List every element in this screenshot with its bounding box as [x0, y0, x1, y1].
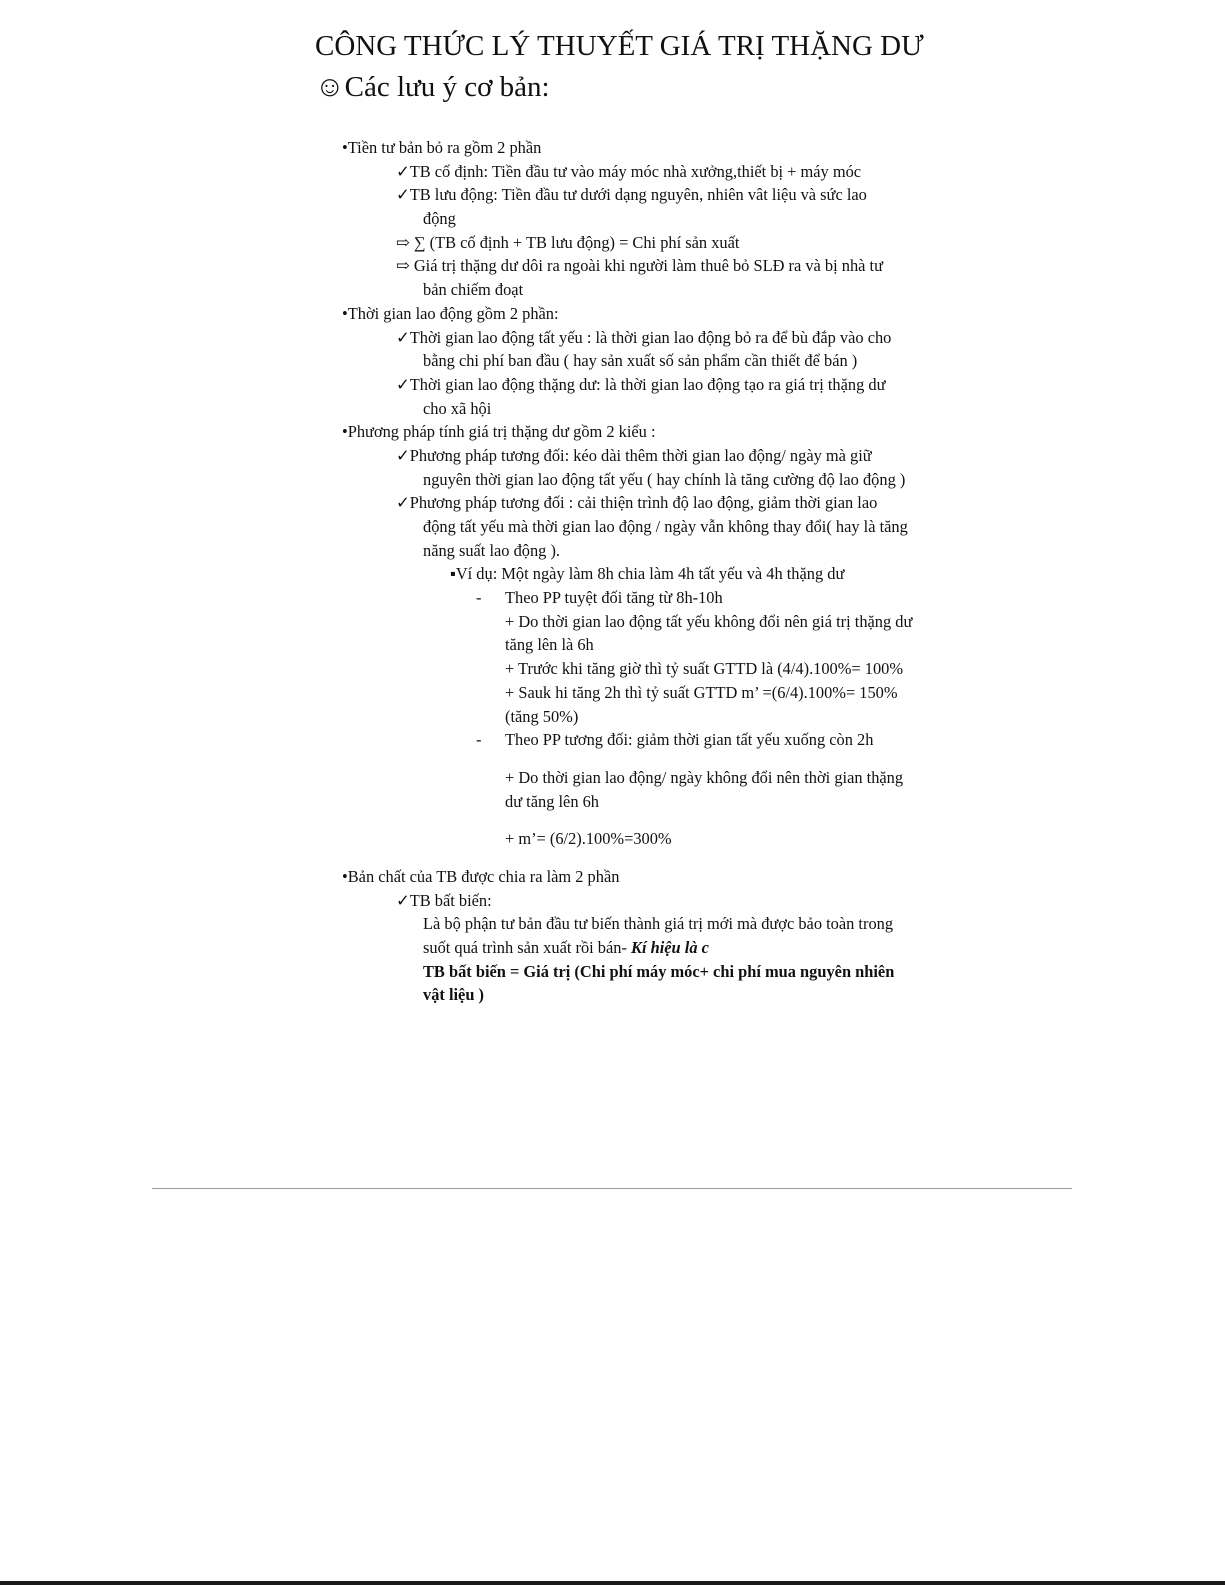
dash-icon: -	[476, 588, 482, 608]
example-line: dư tăng lên 6h	[505, 791, 600, 811]
check-item-continuation: bằng chi phí ban đầu ( hay sản xuất số sản phẩm cần thiết để bán )	[423, 351, 858, 371]
example-line: (tăng 50%)	[505, 706, 579, 726]
example-line: + Sauk hi tăng 2h thì tỷ suất GTTD m’ =(6/4).100%= 150%	[505, 682, 898, 702]
example-line: + Do thời gian lao động tất yếu không đổi nên giá trị thặng dư	[505, 611, 913, 631]
check-item: ✓Thời gian lao động thặng dư: là thời gian lao động tạo ra giá trị thặng dư	[0, 373, 1225, 397]
formula-line: TB bất biến = Giá trị (Chi phí máy móc+ chi phí mua nguyên nhiên	[423, 961, 895, 981]
example-case: - Theo PP tương đối: giảm thời gian tất yếu xuống còn 2h	[0, 728, 1225, 752]
smiley-icon: ☺	[315, 71, 345, 103]
check-item-continuation: động	[423, 209, 456, 229]
check-item: ✓TB lưu động: Tiền đầu tư dưới dạng nguyên, nhiên vât liệu và sức lao	[0, 183, 1225, 207]
section-heading: •Tiền tư bản bỏ ra gồm 2 phần	[0, 136, 1225, 160]
bullet-icon: •	[342, 422, 348, 442]
checkmark-icon: ✓	[396, 445, 410, 465]
bullet-icon: •	[342, 138, 348, 157]
section-heading: •Phương pháp tính giá trị thặng dư gồm 2 kiểu :	[0, 420, 1225, 444]
example-line: + Trước khi tăng giờ thì tỷ suất GTTD là (4/4).100%= 100%	[505, 659, 903, 679]
arrow-right-icon: ⇨	[396, 256, 410, 276]
check-item: ✓TB cố định: Tiền đầu tư vào máy móc nhà xưởng,thiết bị + máy móc	[0, 160, 1225, 184]
check-item-continuation: năng suất lao động ).	[423, 540, 561, 560]
checkmark-icon: ✓	[396, 327, 410, 347]
dash-icon: -	[476, 730, 482, 750]
example-case: - Theo PP tuyệt đối tăng từ 8h-10h	[0, 586, 1225, 610]
page-divider	[152, 1188, 1072, 1189]
check-item-continuation: cho xã hội	[423, 398, 492, 418]
arrow-item: ⇨ ∑ (TB cố định + TB lưu động) = Chi phí sản xuất	[0, 231, 1225, 255]
paragraph-spacer	[0, 813, 1225, 827]
checkmark-icon: ✓	[396, 374, 410, 394]
check-item-continuation: động tất yếu mà thời gian lao động / ngày vẫn không thay đổi( hay là tăng	[423, 517, 908, 536]
section-heading: •Thời gian lao động gồm 2 phần:	[0, 302, 1225, 326]
checkmark-icon: ✓	[396, 185, 410, 205]
example-line: + Do thời gian lao động/ ngày không đổi nên thời gian thặng	[505, 767, 904, 787]
paragraph-spacer	[0, 752, 1225, 766]
checkmark-icon: ✓	[396, 493, 410, 513]
subtitle-text: Các lưu ý cơ bản:	[344, 71, 550, 103]
page-title: CÔNG THỨC LÝ THUYẾT GIÁ TRỊ THẶNG DƯ	[315, 30, 924, 62]
definition-line: suốt quá trình sản xuất rồi bán- Kí hiệu là c	[423, 938, 709, 957]
arrow-right-icon: ⇨	[396, 232, 410, 252]
check-item-continuation: nguyên thời gian lao động tất yếu ( hay chính là tăng cường độ lao động )	[423, 469, 906, 489]
arrow-item: ⇨ Giá trị thặng dư dôi ra ngoài khi người làm thuê bỏ SLĐ ra và bị nhà tư	[0, 254, 1225, 278]
section-heading: •Bản chất của TB được chia ra làm 2 phần	[0, 865, 1225, 889]
page-subtitle	[315, 67, 550, 107]
symbol-note: Kí hiệu là c	[631, 938, 709, 957]
document-body	[0, 136, 1225, 1007]
check-item: ✓Phương pháp tương đối: kéo dài thêm thời gian lao động/ ngày mà giữ	[0, 444, 1225, 468]
definition-line: Là bộ phận tư bản đầu tư biến thành giá trị mới mà được bảo toàn trong	[423, 914, 894, 934]
check-item: ✓Phương pháp tương đối : cải thiện trình độ lao động, giảm thời gian lao	[0, 491, 1225, 515]
example-line: + m’= (6/2).100%=300%	[505, 829, 672, 849]
bullet-icon: •	[342, 866, 348, 886]
formula-line: vật liệu )	[423, 985, 485, 1005]
paragraph-spacer	[0, 851, 1225, 865]
page-bottom-border	[0, 1581, 1225, 1585]
check-item: ✓Thời gian lao động tất yếu : là thời gian lao động bỏ ra để bù đắp vào cho	[0, 326, 1225, 350]
example-item: ▪Ví dụ: Một ngày làm 8h chia làm 4h tất yếu và 4h thặng dư	[0, 562, 1225, 586]
check-item: ✓TB bất biến:	[0, 889, 1225, 913]
example-line: tăng lên là 6h	[505, 635, 594, 655]
bullet-icon: •	[342, 303, 348, 323]
checkmark-icon: ✓	[396, 890, 410, 910]
square-bullet-icon: ▪	[450, 564, 456, 584]
arrow-item-continuation: bản chiếm đoạt	[423, 280, 524, 300]
checkmark-icon: ✓	[396, 161, 410, 181]
